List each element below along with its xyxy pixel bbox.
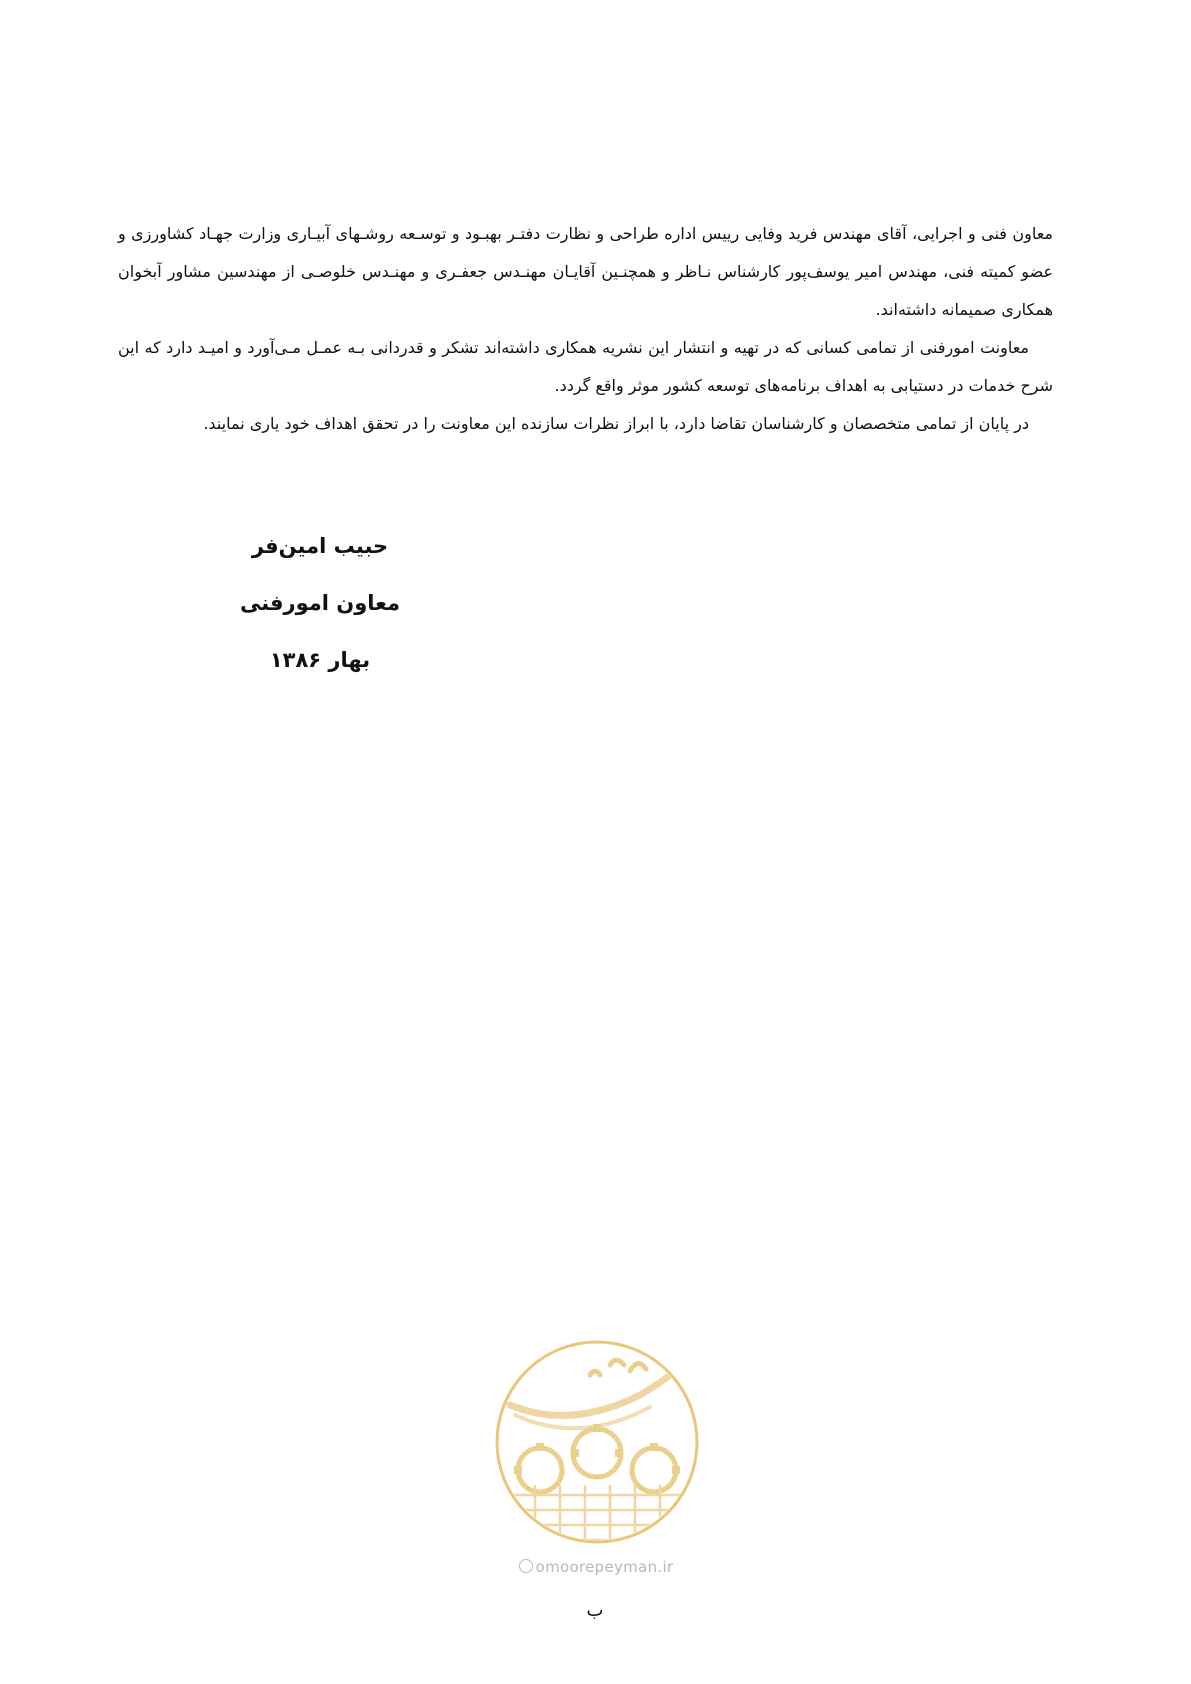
- paragraph-request-feedback: در پایان از تمامی متخصصان و کارشناسان تقاضا دارد، با ابراز نظرات سازنده این معاونت را در تحقق اهداف خود یاری نمایند.: [203, 414, 1029, 433]
- globe-icon: [519, 1559, 533, 1573]
- page-number: ب: [586, 1600, 604, 1621]
- signature-title: معاون امورفنی: [239, 591, 401, 615]
- signature-block: [220, 518, 420, 689]
- signature-date: بهار ۱۳۸۶: [269, 648, 371, 672]
- paragraph-thanks: معاونت امورفنی از تمامی کسانی که در تهیه و انتشار این نشریه همکاری داشته‌اند تشکر و قدردانی بـه عمـل مـی‌آورد و امیـد دارد که این شرح خدمات در دستیابی به اهداف برنامه‌های توسعه کشور موثر واقع گردد.: [118, 338, 1053, 395]
- body-text: [118, 215, 1053, 443]
- watermark-url: [496, 1558, 696, 1576]
- signature-name: حبیب امین‌فر: [251, 534, 389, 558]
- watermark-logo-icon: [490, 1335, 705, 1550]
- paragraph-acknowledgment-contributors: معاون فنی و اجرایی، آقای مهندس فرید وفایی رییس اداره طراحی و نظارت دفتـر بهبـود و توسـعه روشـهای آبیـاری وزارت جهـاد کشاورزی و عضو کمیته فنی، مهندس امیر یوسف‌پور کارشناس نـاظر و همچنـین آقایـان مهنـدس جعفـری و مهنـدس خلوصـی از مهندسین مشاور آبخوان همکاری صمیمانه داشته‌اند.: [118, 224, 1053, 319]
- watermark-url-text: omoorepeyman.ir: [535, 1558, 674, 1576]
